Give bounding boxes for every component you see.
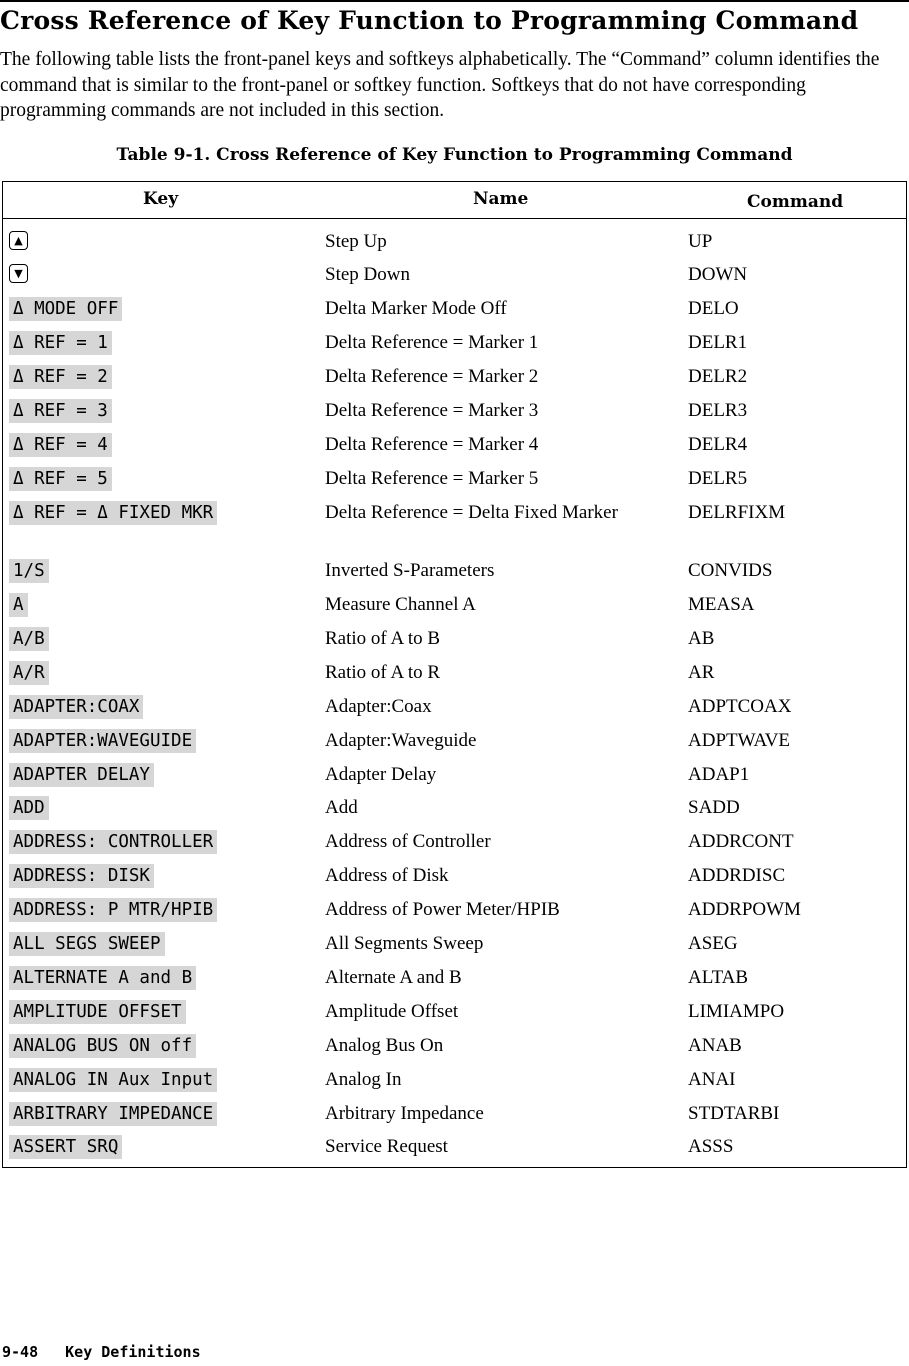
programming-command: AB — [688, 628, 715, 649]
softkey-label: ADAPTER DELAY — [9, 763, 154, 787]
programming-command: ASEG — [688, 933, 738, 954]
function-name: Ratio of A to B — [325, 628, 441, 649]
function-name: Amplitude Offset — [325, 1001, 459, 1022]
function-name: Delta Reference = Marker 2 — [325, 366, 539, 387]
softkey-label: ALTERNATE A and B — [9, 966, 196, 990]
function-name: Step Down — [325, 264, 410, 285]
function-name: Address of Power Meter/HPIB — [325, 899, 560, 920]
softkey-label: 1/S — [9, 559, 49, 583]
programming-command: DELR4 — [688, 434, 748, 455]
function-name: Delta Reference = Marker 1 — [325, 332, 539, 353]
softkey-label: Δ MODE OFF — [9, 297, 122, 321]
programming-command: SADD — [688, 797, 740, 818]
function-name: Analog Bus On — [325, 1035, 444, 1056]
function-name: Step Up — [325, 231, 387, 252]
programming-command: MEASA — [688, 594, 755, 615]
function-name: Arbitrary Impedance — [325, 1103, 484, 1124]
function-name: Delta Reference = Marker 4 — [325, 434, 539, 455]
programming-command: DELR5 — [688, 468, 748, 489]
softkey-label: ADAPTER:WAVEGUIDE — [9, 729, 196, 753]
programming-command: STDTARBI — [688, 1103, 780, 1124]
function-name: Add — [325, 797, 358, 818]
softkey-label: A — [9, 593, 28, 617]
function-name: Adapter:Waveguide — [325, 730, 477, 751]
function-name: Ratio of A to R — [325, 662, 441, 683]
softkey-label: ADDRESS: CONTROLLER — [9, 830, 217, 854]
function-name: All Segments Sweep — [325, 933, 484, 954]
softkey-label: ANALOG IN Aux Input — [9, 1068, 217, 1092]
column-header-key: Key — [143, 189, 179, 209]
page-number: 9-48 — [2, 1343, 39, 1361]
function-name: Address of Controller — [325, 831, 491, 852]
softkey-label: ALL SEGS SWEEP — [9, 932, 165, 956]
softkey-label: Δ REF = Δ FIXED MKR — [9, 501, 217, 525]
function-name: Alternate A and B — [325, 967, 462, 988]
softkey-label: A/B — [9, 627, 49, 651]
softkey-label: Δ REF = 2 — [9, 365, 112, 389]
programming-command: LIMIAMPO — [688, 1001, 785, 1022]
function-name: Inverted S-Parameters — [325, 560, 495, 581]
softkey-label: Δ REF = 5 — [9, 467, 112, 491]
programming-command: AR — [688, 662, 715, 683]
programming-command: DOWN — [688, 264, 748, 285]
programming-command: ADAP1 — [688, 764, 750, 785]
softkey-label: A/R — [9, 661, 49, 685]
softkey-label: AMPLITUDE OFFSET — [9, 1000, 186, 1024]
step-up-key-icon: ▲ — [9, 231, 28, 250]
intro-paragraph: The following table lists the front-panel keys and softkeys alphabetically. The “Command” column identifies the command that is similar to the front-panel or softkey function. Softkeys that do not have corresponding programming commands are not included in this section. — [0, 49, 880, 121]
function-name: Adapter:Coax — [325, 696, 432, 717]
programming-command: ADDRPOWM — [688, 899, 801, 920]
function-name: Service Request — [325, 1136, 448, 1157]
softkey-label: Δ REF = 4 — [9, 433, 112, 457]
programming-command: DELR2 — [688, 366, 748, 387]
programming-command: ADDRCONT — [688, 831, 794, 852]
programming-command: ADPTWAVE — [688, 730, 791, 751]
programming-command: DELRFIXM — [688, 502, 786, 523]
programming-command: DELR1 — [688, 332, 748, 353]
programming-command: DELR3 — [688, 400, 748, 421]
column-header-name: Name — [473, 189, 529, 209]
section-title: Cross Reference of Key Function to Programming Command — [0, 6, 859, 35]
programming-command: ADDRDISC — [688, 865, 786, 886]
page-footer — [2, 1343, 201, 1361]
step-down-key-icon: ▼ — [9, 264, 28, 283]
function-name: Delta Reference = Marker 5 — [325, 468, 539, 489]
programming-command: CONVIDS — [688, 560, 773, 581]
softkey-label: ADD — [9, 796, 49, 820]
softkey-label: ANALOG BUS ON off — [9, 1034, 196, 1058]
table-header — [3, 182, 906, 219]
function-name: Adapter Delay — [325, 764, 437, 785]
table-caption: Table 9-1. Cross Reference of Key Function to Programming Command — [116, 145, 793, 165]
top-rule — [0, 0, 909, 2]
softkey-label: ADDRESS: P MTR/HPIB — [9, 898, 217, 922]
function-name: Analog In — [325, 1069, 402, 1090]
softkey-label: Δ REF = 3 — [9, 399, 112, 423]
function-name: Measure Channel A — [325, 594, 476, 615]
function-name: Address of Disk — [325, 865, 449, 886]
programming-command: ALTAB — [688, 967, 749, 988]
programming-command: ASSS — [688, 1136, 734, 1157]
programming-command: ANAB — [688, 1035, 742, 1056]
softkey-label: ASSERT SRQ — [9, 1135, 122, 1159]
cross-reference-table — [2, 181, 907, 1168]
softkey-label: Δ REF = 1 — [9, 331, 112, 355]
softkey-label: ADAPTER:COAX — [9, 695, 143, 719]
function-name: Delta Marker Mode Off — [325, 298, 507, 319]
programming-command: ANAI — [688, 1069, 736, 1090]
programming-command: DELO — [688, 298, 739, 319]
column-header-command: Command — [747, 192, 844, 212]
programming-command: ADPTCOAX — [688, 696, 792, 717]
softkey-label: ARBITRARY IMPEDANCE — [9, 1102, 217, 1126]
programming-command: UP — [688, 231, 713, 252]
function-name: Delta Reference = Marker 3 — [325, 400, 539, 421]
function-name: Delta Reference = Delta Fixed Marker — [325, 502, 618, 523]
footer-section-name: Key Definitions — [65, 1343, 201, 1361]
softkey-label: ADDRESS: DISK — [9, 864, 154, 888]
